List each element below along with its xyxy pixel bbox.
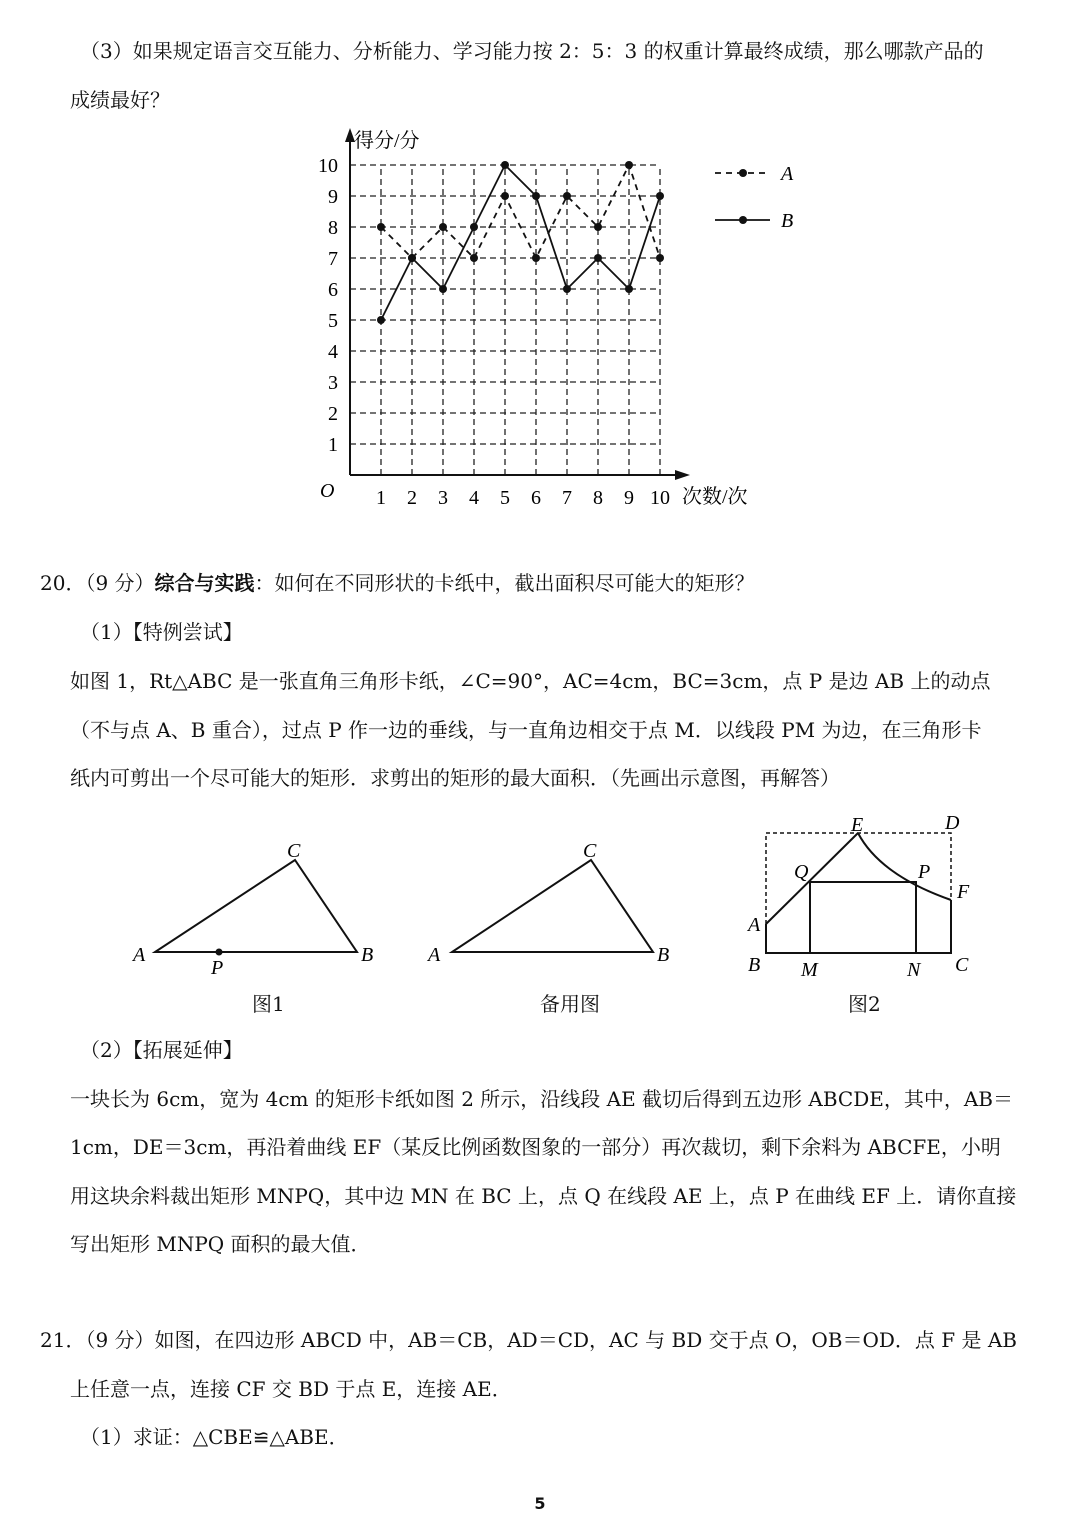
label-b: B bbox=[748, 954, 761, 976]
label-m: M bbox=[801, 959, 818, 981]
score-line-chart bbox=[290, 120, 794, 520]
q20-part2-line: 一块长为 6cm，宽为 4cm 的矩形卡纸如图 2 所示，沿线段 AE 截切后得到五边形 ABCDE，其中，AB＝ bbox=[70, 1087, 1013, 1111]
x-tick-label: 2 bbox=[407, 487, 417, 509]
label-q: Q bbox=[794, 861, 809, 883]
x-tick-label: 5 bbox=[500, 487, 510, 509]
x-tick-label: 4 bbox=[469, 487, 479, 509]
q20-part1-title: （1）【特例尝试】 bbox=[80, 620, 243, 644]
series-A-point bbox=[625, 161, 633, 169]
figure-backup bbox=[426, 840, 669, 966]
label-c: C bbox=[583, 840, 597, 862]
q20-figures bbox=[0, 800, 1080, 990]
q20-number: 20．（9 分） bbox=[40, 571, 155, 595]
label-a: A bbox=[133, 944, 146, 966]
q20-part2-line: 用这块余料裁出矩形 MNPQ，其中边 MN 在 BC 上，点 Q 在线段 AE 上，点 P 在曲线 EF 上．请你直接 bbox=[70, 1184, 1017, 1208]
y-tick-label: 4 bbox=[328, 341, 338, 363]
x-tick-label: 7 bbox=[562, 487, 572, 509]
q21-line: 上任意一点，连接 CF 交 BD 于点 E，连接 AE． bbox=[70, 1377, 512, 1401]
q20-part1-line: 如图 1，Rt△ABC 是一张直角三角形卡纸，∠C=90°，AC=4cm，BC=3cm，点 P 是边 AB 上的动点 bbox=[70, 669, 991, 693]
series-B-point bbox=[594, 254, 602, 262]
series-A-point bbox=[501, 192, 509, 200]
legend-A-label: A bbox=[781, 163, 794, 185]
y-tick-label: 9 bbox=[328, 186, 338, 208]
y-axis-label: 得分/分 bbox=[354, 130, 420, 152]
x-tick-label: 3 bbox=[438, 487, 448, 509]
figure-2-caption: 图2 bbox=[848, 992, 881, 1016]
series-A-line bbox=[381, 165, 660, 258]
q20-header bbox=[40, 569, 755, 597]
x-axis-label: 次数/次 bbox=[682, 486, 748, 508]
x-axis-arrow bbox=[675, 470, 690, 480]
series-A-point bbox=[532, 254, 540, 262]
triangle-abc-backup bbox=[452, 860, 653, 952]
series-A-point bbox=[594, 223, 602, 231]
origin-label: O bbox=[320, 480, 335, 502]
label-c: C bbox=[287, 840, 301, 862]
y-tick-label: 6 bbox=[328, 279, 338, 301]
triangle-abc bbox=[155, 860, 357, 952]
label-d: D bbox=[945, 812, 960, 834]
label-a: A bbox=[748, 914, 761, 936]
q20-prompt: ：如何在不同形状的卡纸中，截出面积尽可能大的矩形？ bbox=[254, 571, 755, 595]
page-number: 5 bbox=[534, 1494, 546, 1513]
series-B-point bbox=[656, 192, 664, 200]
label-b: B bbox=[361, 944, 374, 966]
series-A-point bbox=[656, 254, 664, 262]
label-n: N bbox=[907, 959, 921, 981]
series-A-point bbox=[377, 223, 385, 231]
y-tick-label: 1 bbox=[328, 434, 338, 456]
q20-part1-line: （不与点 A、B 重合），过点 P 作一边的垂线，与一直角边相交于点 M．以线段 PM 为边，在三角形卡 bbox=[70, 718, 982, 742]
q20-part1-line: 纸内可剪出一个尽可能大的矩形．求剪出的矩形的最大面积．（先画出示意图，再解答） bbox=[70, 766, 840, 790]
legend-A-marker bbox=[739, 169, 747, 177]
figure-1 bbox=[131, 840, 373, 979]
q19-part3-line: （3）如果规定语言交互能力、分析能力、学习能力按 2：5：3 的权重计算最终成绩，那么哪款产品的 bbox=[80, 39, 984, 63]
q21-line: （1）求证：△CBE≌△ABE． bbox=[80, 1425, 349, 1449]
curve-ef bbox=[858, 833, 951, 900]
series-B-point bbox=[470, 223, 478, 231]
q21-line: 21．（9 分）如图，在四边形 ABCD 中，AB＝CB，AD＝CD，AC 与 BD 交于点 O，OB＝OD．点 F 是 AB bbox=[40, 1328, 1017, 1352]
label-p: P bbox=[211, 957, 224, 979]
x-tick-label: 10 bbox=[650, 487, 670, 509]
point-p bbox=[216, 949, 223, 956]
label-c: C bbox=[955, 954, 969, 976]
backup-figure-caption: 备用图 bbox=[540, 992, 600, 1016]
series-B-point bbox=[439, 285, 447, 293]
label-f: F bbox=[957, 881, 970, 903]
series-B-point bbox=[377, 316, 385, 324]
y-tick-label: 3 bbox=[328, 372, 338, 394]
series-A-point bbox=[439, 223, 447, 231]
series-B-point bbox=[532, 192, 540, 200]
label-e: E bbox=[851, 814, 864, 836]
series-B-line bbox=[381, 165, 660, 320]
q19-part3-line: 成绩最好？ bbox=[70, 88, 170, 112]
y-tick-label: 10 bbox=[318, 155, 338, 177]
series-A-point bbox=[470, 254, 478, 262]
series-B-point bbox=[563, 285, 571, 293]
x-tick-label: 6 bbox=[531, 487, 541, 509]
y-tick-label: 2 bbox=[328, 403, 338, 425]
q20-part2-line: 写出矩形 MNPQ 面积的最大值． bbox=[70, 1232, 371, 1256]
segment-ae bbox=[766, 833, 858, 924]
figure-1-caption: 图1 bbox=[252, 992, 285, 1016]
y-tick-label: 5 bbox=[328, 310, 338, 332]
legend-B-label: B bbox=[781, 210, 794, 232]
x-tick-label: 1 bbox=[376, 487, 386, 509]
remaining-border bbox=[766, 900, 951, 953]
label-b: B bbox=[657, 944, 670, 966]
rectangle-mnpq bbox=[810, 882, 916, 953]
series-B-point bbox=[625, 285, 633, 293]
y-tick-label: 8 bbox=[328, 217, 338, 239]
figure-2 bbox=[746, 812, 970, 981]
q20-part2-line: 1cm，DE＝3cm，再沿着曲线 EF（某反比例函数图象的一部分）再次裁切，剩下余料为 ABCFE，小明 bbox=[70, 1135, 1001, 1159]
q20-topic: 综合与实践 bbox=[154, 571, 255, 595]
label-a: A bbox=[428, 944, 441, 966]
series-B-point bbox=[408, 254, 416, 262]
y-tick-label: 7 bbox=[328, 248, 338, 270]
x-tick-label: 9 bbox=[624, 487, 634, 509]
x-tick-label: 8 bbox=[593, 487, 603, 509]
legend-B-marker bbox=[739, 216, 747, 224]
series-A-point bbox=[563, 192, 571, 200]
series-B-point bbox=[501, 161, 509, 169]
label-p: P bbox=[918, 861, 931, 883]
q20-part2-title: （2）【拓展延伸】 bbox=[80, 1038, 243, 1062]
